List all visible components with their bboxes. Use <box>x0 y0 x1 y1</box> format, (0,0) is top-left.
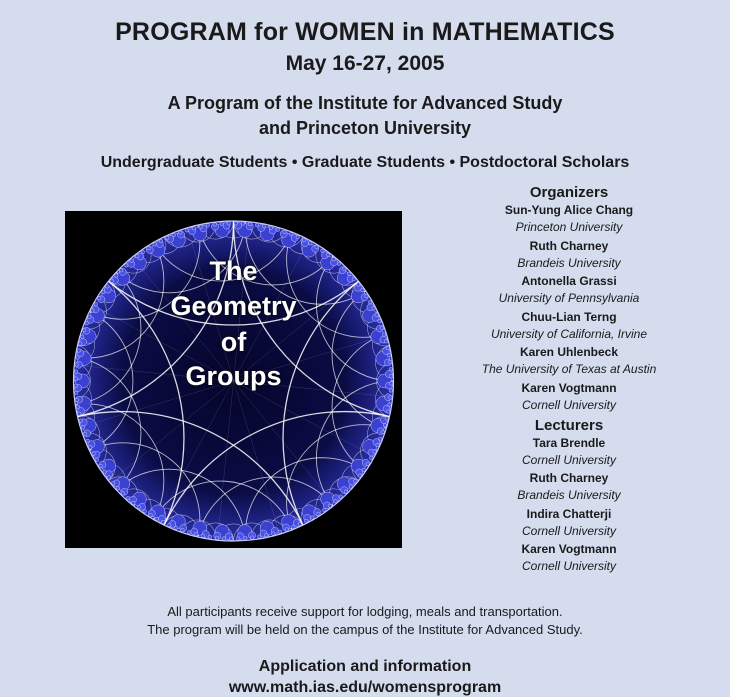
boundary-circle <box>201 534 205 538</box>
list-item <box>455 344 683 378</box>
boundary-circle <box>168 523 172 527</box>
person-name: Indira Chatterji <box>526 506 612 521</box>
boundary-circle <box>208 535 212 539</box>
boundary-circle <box>215 536 219 540</box>
boundary-circle <box>227 222 231 226</box>
organizers-list <box>455 202 683 414</box>
boundary-circle <box>185 228 189 232</box>
lecturers-list <box>455 435 683 576</box>
list-item <box>455 238 683 272</box>
person-name: Ruth Charney <box>529 238 609 253</box>
boundary-circle <box>381 430 385 434</box>
person-name: Chuu-Lian Terng <box>521 309 617 324</box>
boundary-circle <box>276 228 280 232</box>
application-heading: Application and information <box>258 658 472 675</box>
boundary-circle <box>271 532 275 536</box>
boundary-circle <box>296 235 300 239</box>
boundary-circle <box>388 403 392 407</box>
support-line-2: The program will be held on the campus of the Institute for Advanced Study. <box>147 622 583 637</box>
boundary-circle <box>291 525 295 529</box>
figure-title-line-2: Geometry <box>170 291 297 321</box>
list-item <box>455 470 683 504</box>
list-item <box>455 435 683 469</box>
boundary-circle <box>85 322 89 326</box>
person-affiliation: Brandeis University <box>517 255 621 270</box>
boundary-circle <box>187 531 191 535</box>
page-title: PROGRAM for WOMEN in MATHEMATICS <box>115 18 615 46</box>
boundary-circle <box>264 533 268 537</box>
boundary-circle <box>92 452 96 456</box>
list-item <box>455 541 683 575</box>
boundary-circle <box>77 412 81 416</box>
person-affiliation: Cornell University <box>521 559 617 573</box>
boundary-circle <box>179 231 183 235</box>
boundary-circle <box>289 232 293 236</box>
person-affiliation: Princeton University <box>515 220 623 234</box>
boundary-circle <box>258 535 262 539</box>
person-affiliation: Cornell University <box>521 523 617 538</box>
boundary-circle <box>89 445 93 449</box>
person-affiliation: University of California, Irvine <box>490 326 648 341</box>
boundary-circle <box>159 239 163 243</box>
person-name: Antonella Grassi <box>521 274 617 288</box>
boundary-circle <box>234 222 238 226</box>
boundary-circle <box>378 437 382 441</box>
list-item <box>455 273 683 307</box>
person-name: Karen Uhlenbeck <box>519 345 619 359</box>
boundary-circle <box>383 423 387 427</box>
audience-line: Undergraduate Students • Graduate Students • Postdoctoral Scholars <box>100 154 630 171</box>
boundary-circle <box>376 443 380 447</box>
person-name: Karen Vogtmann <box>521 542 617 556</box>
boundary-circle <box>283 230 287 234</box>
boundary-circle <box>243 536 247 540</box>
boundary-circle <box>298 522 302 526</box>
website-link[interactable]: www.math.ias.edu/womensprogram <box>228 679 502 696</box>
boundary-circle <box>248 222 252 226</box>
boundary-circle <box>220 222 224 226</box>
boundary-circle <box>302 238 306 242</box>
support-line-1: All participants receive support for lodging, meals and transportation. <box>167 604 563 619</box>
boundary-circle <box>236 537 240 541</box>
person-name: Ruth Charney <box>529 471 609 485</box>
list-item <box>455 309 683 343</box>
institution-line-1: A Program of the Institute for Advanced Study <box>167 93 563 113</box>
boundary-circle <box>255 223 259 227</box>
lecturers-heading: Lecturers <box>534 416 604 434</box>
boundary-circle <box>262 224 266 228</box>
boundary-circle <box>278 530 282 534</box>
boundary-circle <box>229 537 233 541</box>
boundary-circle <box>386 410 390 414</box>
list-item <box>455 202 683 236</box>
boundary-circle <box>241 222 245 226</box>
boundary-circle <box>389 396 393 400</box>
boundary-circle <box>172 233 176 237</box>
boundary-circle <box>75 398 79 402</box>
institution-line-2: and Princeton University <box>258 118 472 138</box>
person-name: Karen Vogtmann <box>521 380 617 395</box>
person-affiliation: University of Pennsylvania <box>498 291 640 305</box>
boundary-circle <box>222 537 226 541</box>
boundary-circle <box>385 417 389 421</box>
boundary-circle <box>81 426 85 430</box>
person-name: Sun-Yung Alice Chang <box>504 203 634 217</box>
person-affiliation: Cornell University <box>521 397 617 412</box>
boundary-circle <box>194 532 198 536</box>
person-affiliation: Brandeis University <box>517 488 621 502</box>
boundary-circle <box>161 520 165 524</box>
boundary-circle <box>83 432 87 436</box>
person-name: Tara Brendle <box>532 435 606 450</box>
person-affiliation: Cornell University <box>521 452 617 467</box>
list-item <box>455 506 683 540</box>
boundary-circle <box>373 450 377 454</box>
boundary-circle <box>165 236 169 240</box>
figure-title-line-1: The <box>209 256 258 286</box>
boundary-circle <box>79 419 83 423</box>
boundary-circle <box>174 526 178 530</box>
figure-title-line-4: Groups <box>185 361 282 391</box>
figure-title-line-3: of <box>220 327 247 357</box>
boundary-circle <box>213 223 217 227</box>
list-item <box>455 380 683 414</box>
boundary-circle <box>181 528 185 532</box>
geometry-of-groups-image <box>65 211 402 548</box>
boundary-circle <box>76 405 80 409</box>
boundary-circle <box>269 226 273 230</box>
boundary-circle <box>304 519 308 523</box>
boundary-circle <box>192 227 196 231</box>
person-affiliation: The University of Texas at Austin <box>481 362 657 376</box>
boundary-circle <box>206 224 210 228</box>
boundary-circle <box>86 439 90 443</box>
organizers-heading: Organizers <box>529 184 609 201</box>
boundary-circle <box>251 536 255 540</box>
program-dates: May 16-27, 2005 <box>285 52 445 75</box>
boundary-circle <box>199 225 203 229</box>
people-column <box>455 183 683 575</box>
boundary-circle <box>285 528 289 532</box>
